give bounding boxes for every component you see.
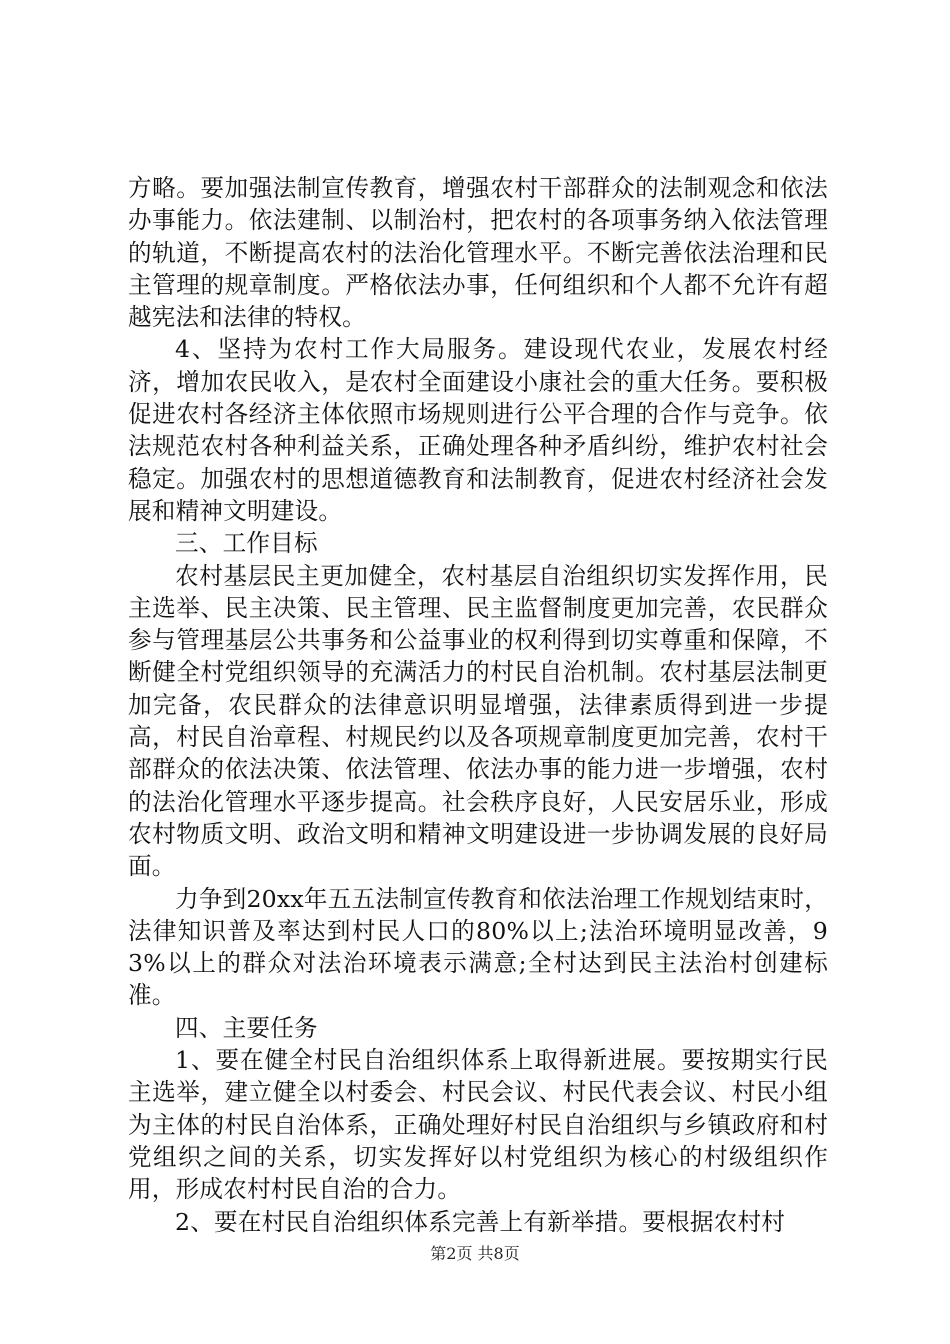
paragraph: 力争到20xx年五五法制宣传教育和依法治理工作规划结束时，法律知识普及率达到村民人口的80%以上;法治环境明显改善，93%以上的群众对法治环境表示满意;全村达到民主法治村创建标准。 [128,884,828,1010]
section-heading: 四、主要任务 [175,1013,318,1042]
paragraph: 方略。要加强法制宣传教育，增强农村干部群众的法制观念和依法办事能力。依法建制、以制治村，把农村的各项事务纳入依法管理的轨道，不断提高农村的法治化管理水平。不断完善依法治理和民主管理的规章制度。严格依法办事，任何组织和个人都不允许有超越宪法和法律的特权。 [128,174,828,332]
document-body [128,172,828,1238]
paragraph: 1、要在健全村民自治组织体系上取得新进展。要按期实行民主选举，建立健全以村委会、村民会议、村民代表会议、村民小组为主体的村民自治体系，正确处理好村民自治组织与乡镇政府和村党组织之间的关系，切实发挥好以村党组织为核心的村级组织作用，形成农村村民自治的合力。 [128,1046,828,1204]
paragraph: 2、要在村民自治组织体系完善上有新举措。要根据农村村 [175,1207,786,1236]
section-heading: 三、工作目标 [175,529,318,558]
paragraph: 4、坚持为农村工作大局服务。建设现代农业，发展农村经济，增加农民收入，是农村全面建设小康社会的重大任务。要积极促进农村各经济主体依照市场规则进行公平合理的合作与竞争。依法规范农村各种利益关系，正确处理各种矛盾纠纷，维护农村社会稳定。加强农村的思想道德教育和法制教育，促进农村经济社会发展和精神文明建设。 [128,335,828,525]
paragraph: 农村基层民主更加健全，农村基层自治组织切实发挥作用，民主选举、民主决策、民主管理、民主监督制度更加完善，农民群众参与管理基层公共事务和公益事业的权利得到切实尊重和保障，不断健全村党组织领导的充满活力的村民自治机制。农村基层法制更加完备，农民群众的法律意识明显增强，法律素质得到进一步提高，村民自治章程、村规民约以及各项规章制度更加完善，农村干部群众的依法决策、依法管理、依法办事的能力进一步增强，农村的法治化管理水平逐步提高。社会秩序良好，人民安居乐业，形成农村物质文明、政治文明和精神文明建设进一步协调发展的良好局面。 [128,561,828,881]
page-footer: 第2页 共8页 [430,1244,520,1263]
